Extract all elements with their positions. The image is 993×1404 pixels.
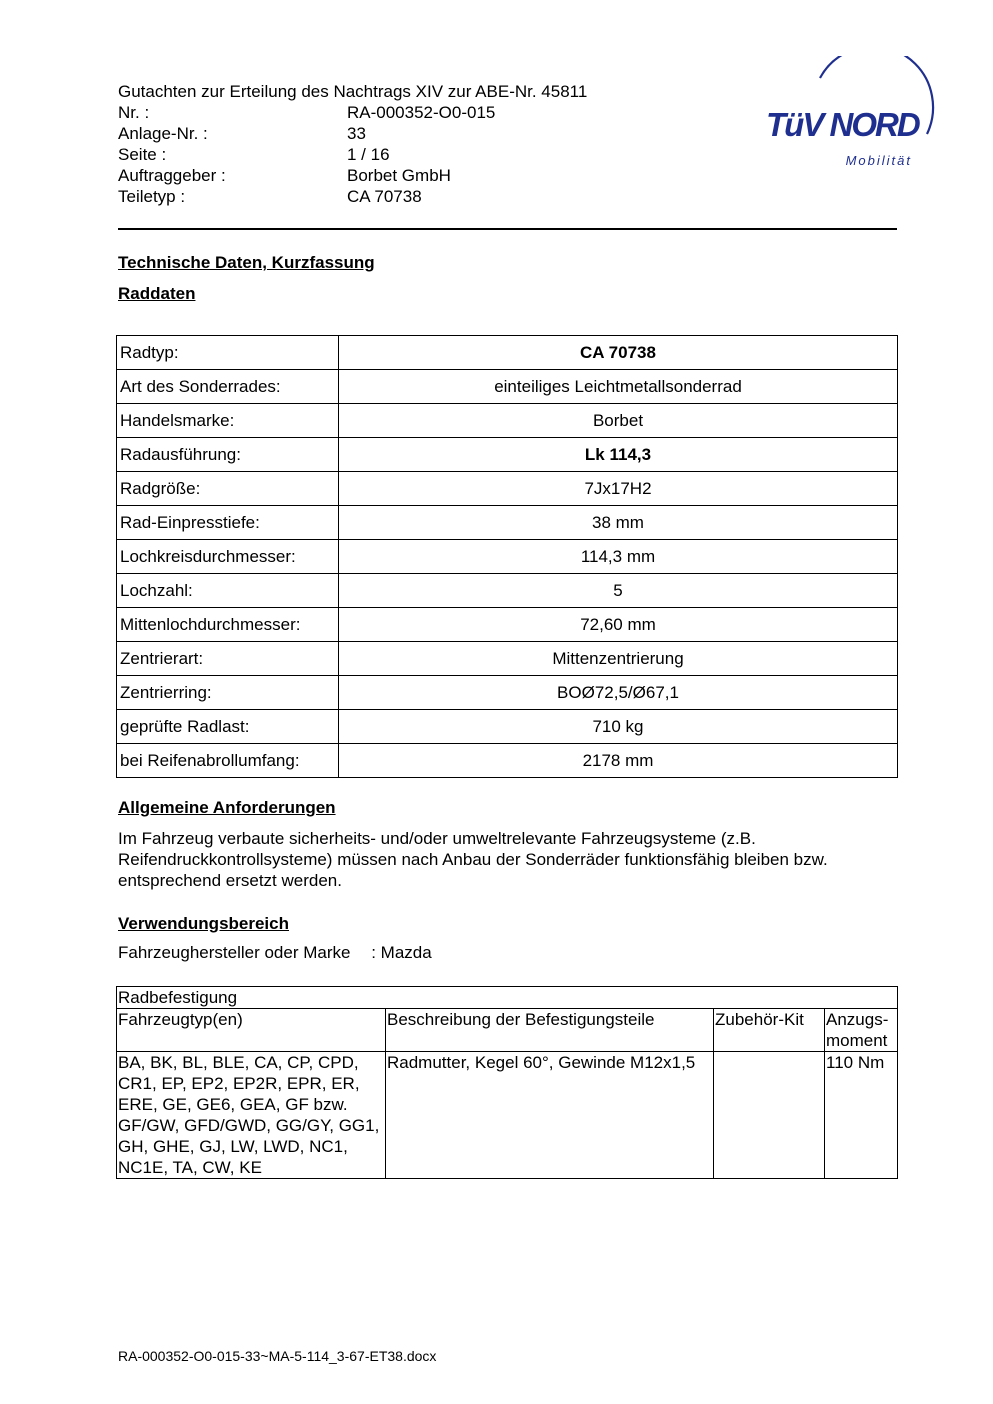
section-title-raddaten: Raddaten <box>118 284 196 303</box>
header-divider <box>118 228 897 230</box>
row-value: Borbet <box>339 404 898 438</box>
table-row <box>117 642 898 676</box>
logo-brand-text: TüV NORD <box>766 106 919 143</box>
row-label: Mittenlochdurchmesser: <box>117 608 339 642</box>
table-row <box>117 370 898 404</box>
header-value: RA-000352-O0-015 <box>347 103 496 122</box>
table-row <box>117 472 898 506</box>
footer-filename: RA-000352-O0-015-33~MA-5-114_3-67-ET38.docx <box>118 1348 437 1364</box>
row-label: Radtyp: <box>117 336 339 370</box>
row-value: 5 <box>339 574 898 608</box>
section-title-tech: Technische Daten, Kurzfassung <box>118 253 375 272</box>
row-label: Art des Sonderrades: <box>117 370 339 404</box>
header-label: Auftraggeber : <box>118 166 226 185</box>
table-row <box>117 438 898 472</box>
column-header: Anzugs-moment <box>825 1009 898 1052</box>
raddaten-table <box>116 335 898 778</box>
column-header: Fahrzeugtyp(en) <box>117 1009 386 1052</box>
document-title: Gutachten zur Erteilung des Nachtrags XIV zur ABE-Nr. 45811 <box>118 82 588 101</box>
row-value: 72,60 mm <box>339 608 898 642</box>
row-label: Rad-Einpresstiefe: <box>117 506 339 540</box>
row-label: Zentrierring: <box>117 676 339 710</box>
verwendung-value: Mazda <box>380 943 432 962</box>
beschreibung-cell: Radmutter, Kegel 60°, Gewinde M12x1,5 <box>386 1052 714 1179</box>
table-row <box>117 336 898 370</box>
header-label: Nr. : <box>118 103 150 122</box>
fahrzeugtypen-cell: BA, BK, BL, BLE, CA, CP, CPD, CR1, EP, EP2, EP2R, EPR, ER, ERE, GE, GE6, GEA, GF bzw. GF/GW, GFD/GWD, GG/GY, GG1, GH, GHE, GJ, LW, LWD, NC1, NC1E, TA, CW, KE <box>117 1052 386 1179</box>
row-value: 2178 mm <box>339 744 898 778</box>
table-row <box>117 710 898 744</box>
document-header <box>118 81 587 207</box>
row-label: Radgröße: <box>117 472 339 506</box>
row-value: einteiliges Leichtmetallsonderrad <box>339 370 898 404</box>
verwendung-separator: : <box>371 943 376 962</box>
row-value: 710 kg <box>339 710 898 744</box>
table-title: Radbefestigung <box>117 987 898 1009</box>
tuv-nord-logo-graphic <box>760 56 945 176</box>
header-label: Teiletyp : <box>118 187 186 206</box>
table-row <box>117 506 898 540</box>
row-value: 114,3 mm <box>339 540 898 574</box>
row-label: Lochzahl: <box>117 574 339 608</box>
allgemein-paragraph: Im Fahrzeug verbaute sicherheits- und/oder umweltrelevante Fahrzeugsysteme (z.B. Reifendruckkontrollsysteme) müssen nach Anbau der Sonderräder funktionsfähig bleiben bzw. entsprechend ersetzt werden. <box>118 829 828 890</box>
table-row <box>117 540 898 574</box>
anzugsmoment-cell: 110 Nm <box>825 1052 898 1179</box>
header-row-teiletyp <box>118 186 587 207</box>
header-row-anlage <box>118 123 587 144</box>
row-label: bei Reifenabrollumfang: <box>117 744 339 778</box>
table-header-row <box>117 1009 898 1052</box>
table-row <box>117 1052 898 1179</box>
header-row-auftraggeber <box>118 165 587 186</box>
verwendung-label: Fahrzeughersteller oder Marke <box>118 943 351 962</box>
row-value: Mittenzentrierung <box>339 642 898 676</box>
section-title-verwendung: Verwendungsbereich <box>118 914 289 933</box>
row-label: Handelsmarke: <box>117 404 339 438</box>
row-value: CA 70738 <box>339 336 898 370</box>
table-row <box>117 608 898 642</box>
radbefestigung-table <box>116 986 898 1179</box>
header-label: Seite : <box>118 145 167 164</box>
verwendung-line <box>118 943 432 963</box>
row-value: Lk 114,3 <box>339 438 898 472</box>
row-value: 38 mm <box>339 506 898 540</box>
logo-sub-text: Mobilität <box>845 153 912 168</box>
table-row <box>117 744 898 778</box>
header-row-nr <box>118 102 587 123</box>
row-label: geprüfte Radlast: <box>117 710 339 744</box>
column-header: Beschreibung der Befestigungsteile <box>386 1009 714 1052</box>
header-row-seite <box>118 144 587 165</box>
header-value: 33 <box>347 124 366 143</box>
column-header: Zubehör-Kit <box>714 1009 825 1052</box>
row-label: Zentrierart: <box>117 642 339 676</box>
row-value: BOØ72,5/Ø67,1 <box>339 676 898 710</box>
zubehoer-kit-cell <box>714 1052 825 1179</box>
table-row <box>117 404 898 438</box>
header-value: Borbet GmbH <box>347 166 451 185</box>
header-value: CA 70738 <box>347 187 422 206</box>
table-title-row <box>117 987 898 1009</box>
header-label: Anlage-Nr. : <box>118 124 208 143</box>
section-title-allgemein: Allgemeine Anforderungen <box>118 798 336 817</box>
table-row <box>117 676 898 710</box>
header-value: 1 / 16 <box>347 145 390 164</box>
table-row <box>117 574 898 608</box>
tuv-nord-logo <box>760 56 945 176</box>
row-value: 7Jx17H2 <box>339 472 898 506</box>
row-label: Lochkreisdurchmesser: <box>117 540 339 574</box>
row-label: Radausführung: <box>117 438 339 472</box>
